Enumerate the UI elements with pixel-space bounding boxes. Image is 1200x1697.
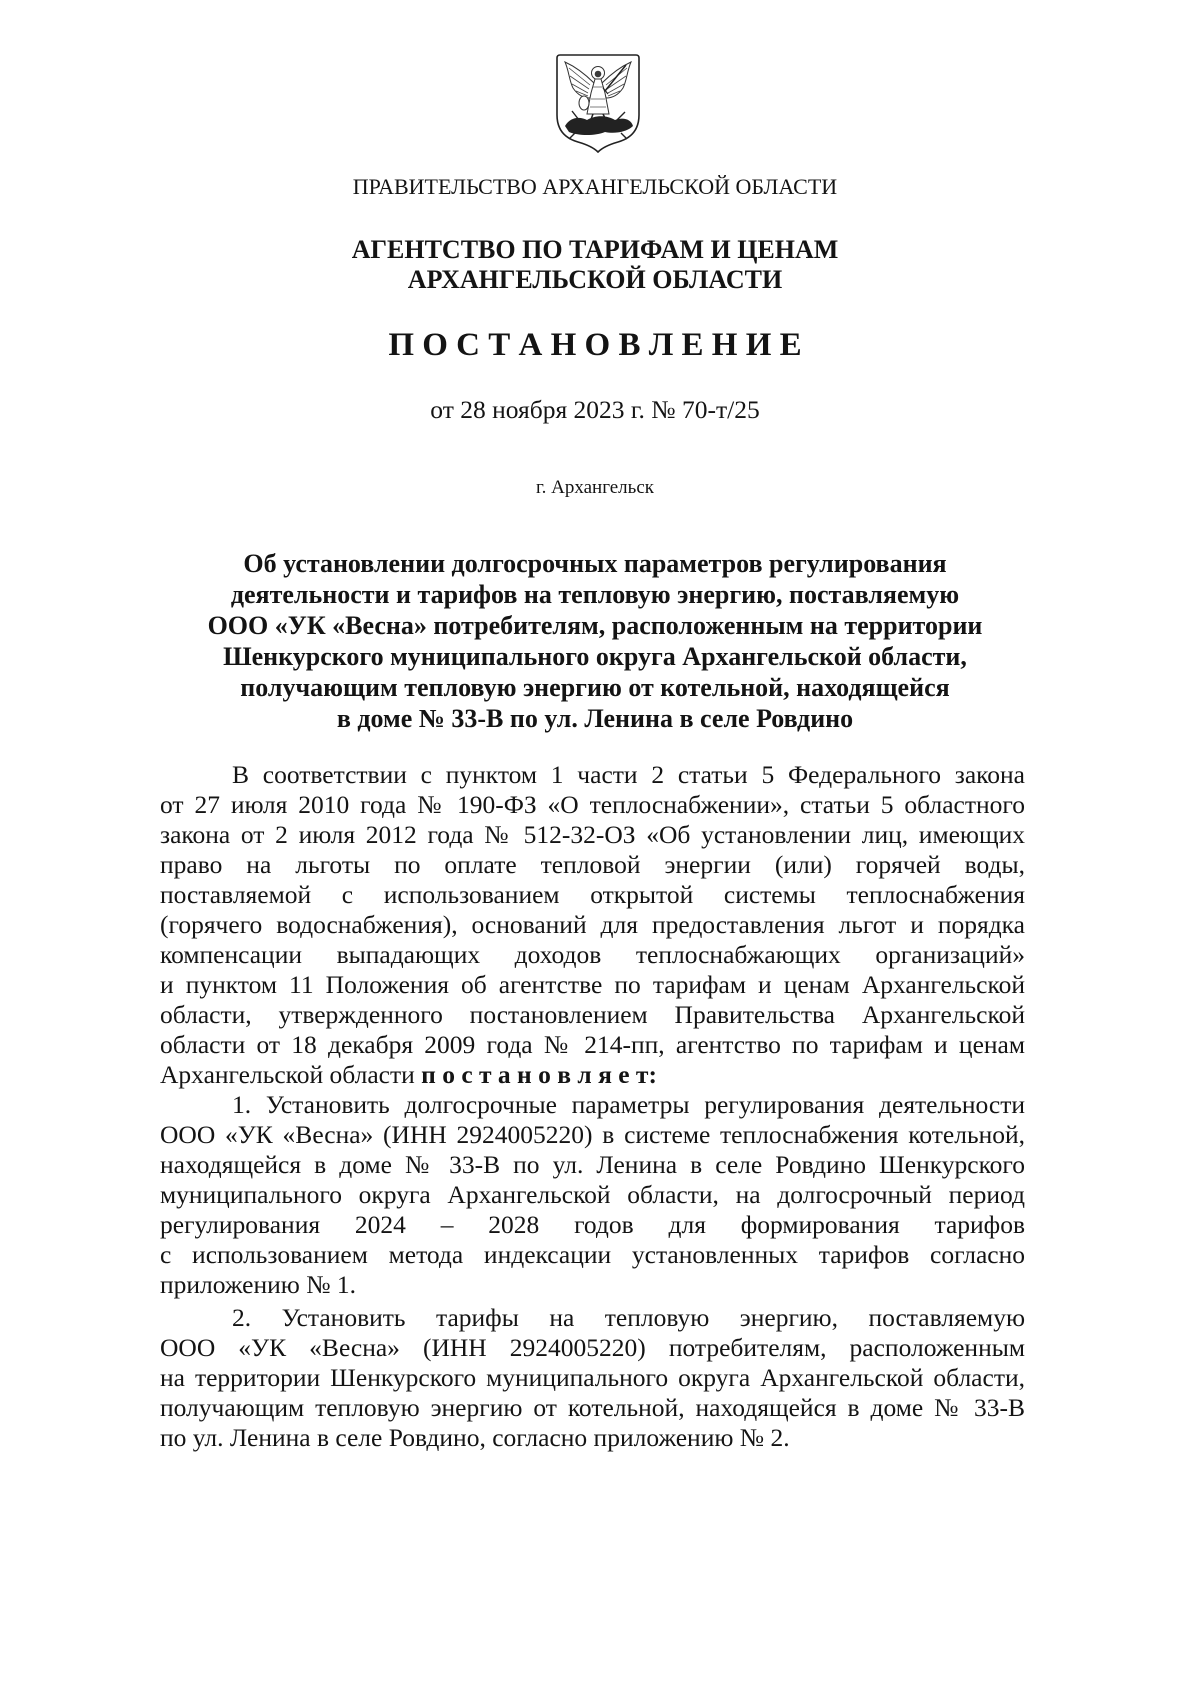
preamble-line: компенсации выпадающих доходов теплоснабжающих организаций» — [160, 940, 1025, 969]
coat-of-arms-icon — [555, 53, 641, 153]
document-title-line: деятельности и тарифов на тепловую энергию, поставляемую — [230, 580, 960, 609]
preamble-line: В соответствии с пунктом 1 части 2 статьи 5 Федерального закона — [232, 760, 1025, 789]
document-city: г. Архангельск — [535, 477, 654, 498]
preamble-line: области, утвержденного постановлением Правительства Архангельской — [160, 1000, 1025, 1029]
preamble-line: и пунктом 11 Положения об агентстве по тарифам и ценам Архангельской — [160, 970, 1025, 999]
preamble-line: право на льготы по оплате тепловой энергии (или) горячей воды, — [160, 850, 1025, 879]
item-1-line: с использованием метода индексации установленных тарифов согласно — [160, 1240, 1025, 1269]
item-2-paragraph — [160, 1303, 1025, 1453]
item-1-line: регулирования 2024 – 2028 годов для формирования тарифов — [160, 1210, 1025, 1239]
agency-name-line: АРХАНГЕЛЬСКОЙ ОБЛАСТИ — [407, 265, 783, 294]
item-2-line: 2. Установить тарифы на тепловую энергию, поставляемую — [232, 1303, 1025, 1332]
preamble-last-text: Архангельской области — [160, 1060, 415, 1089]
preamble-line: (горячего водоснабжения), оснований для предоставления льгот и порядка — [160, 910, 1025, 939]
preamble-line: поставляемой с использованием открытой системы теплоснабжения — [160, 880, 1025, 909]
item-1-paragraph — [160, 1090, 1025, 1300]
item-1-line: муниципального округа Архангельской области, на долгосрочный период — [160, 1180, 1025, 1209]
document-type: П О С Т А Н О В Л Е Н И Е — [388, 327, 802, 363]
item-2-line: получающим тепловую энергию от котельной, находящейся в доме № 33-В — [160, 1393, 1025, 1422]
document-body — [160, 760, 1025, 1453]
preamble-paragraph — [160, 760, 1025, 1090]
document-title-line: Об установлении долгосрочных параметров регулирования — [243, 549, 947, 578]
agency-name — [95, 235, 1095, 295]
item-1-line: ООО «УК «Весна» (ИНН 2924005220) в системе теплоснабжения котельной, — [160, 1120, 1025, 1149]
preamble-line: закона от 2 июля 2012 года № 512-32-ОЗ «Об установлении лиц, имеющих — [160, 820, 1025, 849]
document-title-line: получающим тепловую энергию от котельной, находящейся — [240, 673, 950, 702]
item-2-line: на территории Шенкурского муниципального округа Архангельской области, — [160, 1363, 1025, 1392]
government-name: ПРАВИТЕЛЬСТВО АРХАНГЕЛЬСКОЙ ОБЛАСТИ — [352, 174, 838, 199]
preamble-line — [160, 1060, 1025, 1090]
item-2-line: ООО «УК «Весна» (ИНН 2924005220) потребителям, расположенным — [160, 1333, 1025, 1362]
decree-verb: п о с т а н о в л я е т: — [421, 1060, 657, 1089]
item-1-line: 1. Установить долгосрочные параметры регулирования деятельности — [232, 1090, 1025, 1119]
item-1-line: приложению № 1. — [160, 1270, 357, 1299]
item-1-line: находящейся в доме № 33-В по ул. Ленина в селе Ровдино Шенкурского — [160, 1150, 1025, 1179]
preamble-line: области от 18 декабря 2009 года № 214-пп, агентство по тарифам и ценам — [160, 1030, 1025, 1059]
agency-name-line: АГЕНТСТВО ПО ТАРИФАМ И ЦЕНАМ — [351, 235, 839, 264]
document-title-line: в доме № 33-В по ул. Ленина в селе Ровдино — [336, 704, 854, 733]
item-2-line: по ул. Ленина в селе Ровдино, согласно приложению № 2. — [160, 1423, 790, 1452]
document-date-number: от 28 ноября 2023 г. № 70-т/25 — [430, 395, 760, 424]
document-title — [95, 548, 1095, 734]
document-title-line: Шенкурского муниципального округа Архангельской области, — [223, 642, 967, 671]
document-title-line: ООО «УК «Весна» потребителям, расположенным на территории — [207, 611, 983, 640]
preamble-line: от 27 июля 2010 года № 190-ФЗ «О теплоснабжении», статьи 5 областного — [160, 790, 1025, 819]
